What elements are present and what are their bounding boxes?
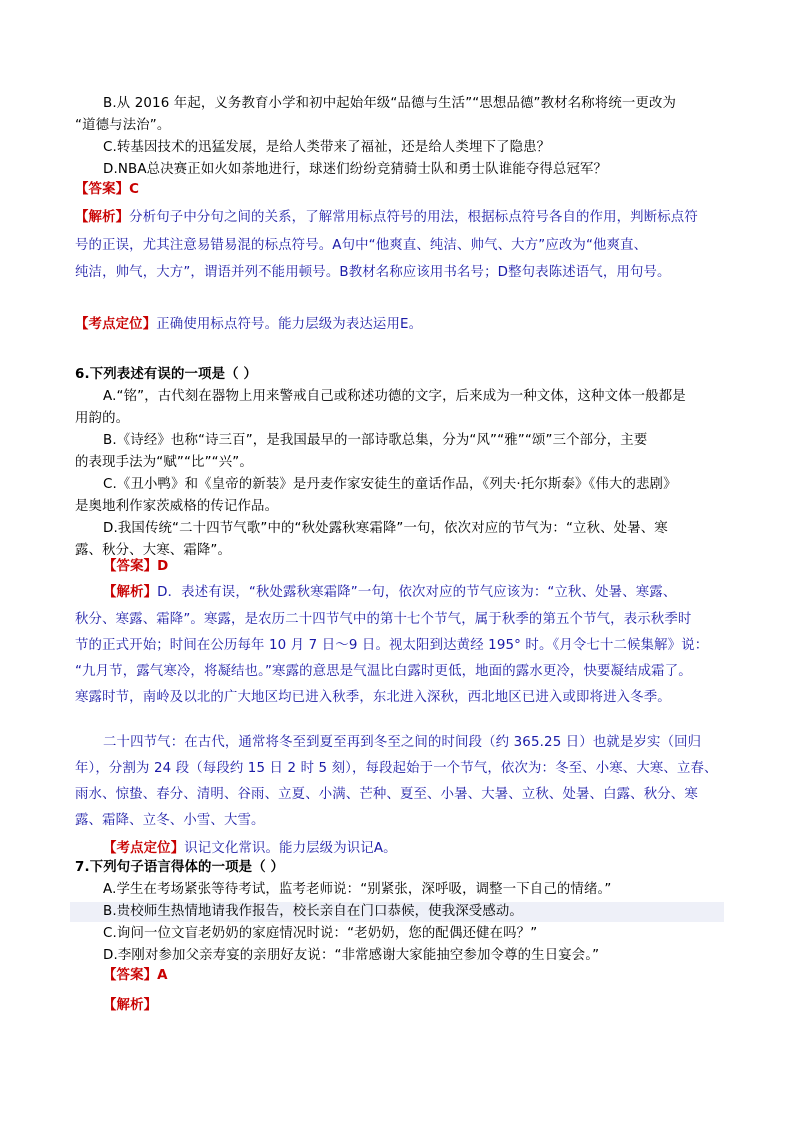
q6-extra-line: 雨水、惊蛰、春分、清明、谷雨、立夏、小满、芒种、夏至、小暑、大暑、立秋、处暑、白露、秋分、寒 (75, 787, 698, 802)
kaodian-label: 【考点定位】 (103, 841, 185, 856)
q5-option-b-cont: “道德与法治”。 (75, 118, 171, 133)
analysis-text: D．表述有误，“秋处露秋寒霜降”一句，依次对应的节气应该为：“立秋、处暑、寒露、 (157, 585, 677, 600)
q5-analysis (75, 208, 698, 228)
q6-option-d: D.我国传统“二十四节气歌”中的“秋处露秋寒霜降”一句，依次对应的节气为：“立秋、处暑、寒 (103, 521, 668, 536)
q6-analysis-line: 秋分、寒露、霜降”。寒露，是农历二十四节气中的第十七个节气，属于秋季的第五个节气，表示秋季时 (75, 612, 692, 627)
analysis-label: 【解析】 (103, 585, 158, 600)
q7-option-b: B.贵校师生热情地请我作报告，校长亲自在门口恭候，使我深受感动。 (103, 904, 523, 919)
q7-option-d: D.李刚对参加父亲寿宴的亲朋好友说：“非常感谢大家能抽空参加令尊的生日宴会。” (103, 948, 600, 963)
q6-kaodian (103, 839, 397, 859)
q6-extra-line: 露、霜降、立冬、小雪、大雪。 (75, 813, 265, 828)
answer-label: 【答案】 (103, 559, 158, 574)
answer-value: A (157, 968, 168, 983)
q6-extra-line: 二十四节气：在古代，通常将冬至到夏至再到冬至之间的时间段（约 365.25 日）也就是岁实（回归 (103, 735, 702, 750)
q6-analysis (103, 583, 676, 603)
q5-option-b: B.从 2016 年起，义务教育小学和初中起始年级“品德与生活”“思想品德”教材名称将统一更改为 (103, 96, 677, 111)
q6-extra-line: 年），分割为 24 段（每段约 15 日 2 时 5 刻），每段起始于一个节气，依次为：冬至、小寒、大寒、立春、 (75, 761, 718, 776)
q5-option-c: C.转基因技术的迅猛发展，是给人类带来了福祉，还是给人类埋下了隐患？ (103, 140, 551, 155)
q6-analysis-line: “九月节，露气寒冷，将凝结也。”寒露的意思是气温比白露时更低，地面的露水更冷，快要凝结成霜了。 (75, 664, 692, 679)
q7-title: 7.下列句子语言得体的一项是（ ） (75, 860, 285, 875)
answer-label: 【答案】 (75, 182, 130, 197)
q6-analysis-line: 节的正式开始；时间在公历每年 10 月 7 日～9 日。视太阳到达黄经 195° 时。《月令七十二候集解》说： (75, 638, 709, 653)
q5-answer (75, 180, 139, 200)
q5-kaodian (75, 315, 422, 335)
q6-analysis-line: 寒露时节，南岭及以北的广大地区均已进入秋季，东北进入深秋，西北地区已进入或即将进入冬季。 (75, 690, 671, 705)
analysis-text: 分析句子中分句之间的关系，了解常用标点符号的用法，根据标点符号各自的作用，判断标点符 (129, 210, 698, 225)
q6-option-b: B.《诗经》也称“诗三百”，是我国最早的一部诗歌总集，分为“风”“雅”“颂”三个部分，主要 (103, 433, 648, 448)
kaodian-label: 【考点定位】 (75, 317, 157, 332)
kaodian-text: 正确使用标点符号。能力层级为表达运用E。 (156, 317, 423, 332)
q7-option-c: C.询问一位文盲老奶奶的家庭情况时说：“老奶奶，您的配偶还健在吗？” (103, 926, 538, 941)
q6-option-c-cont: 是奥地利作家茨威格的传记作品。 (75, 499, 279, 514)
answer-value: D (157, 559, 169, 574)
q7-option-a: A.学生在考场紧张等待考试，监考老师说：“别紧张，深呼吸，调整一下自己的情绪。” (103, 882, 612, 897)
q5-analysis-line: 号的正误，尤其注意易错易混的标点符号。A句中“他爽直、纯洁、帅气、大方”应改为“他爽直、 (75, 238, 648, 253)
answer-value: C (129, 182, 140, 197)
analysis-label: 【解析】 (103, 998, 158, 1013)
q6-option-d-cont: 露、秋分、大寒、霜降”。 (75, 543, 232, 558)
q6-option-a-cont: 用韵的。 (75, 411, 130, 426)
answer-label: 【答案】 (103, 968, 158, 983)
q6-option-b-cont: 的表现手法为“赋”“比”“兴”。 (75, 455, 253, 470)
analysis-label: 【解析】 (75, 210, 130, 225)
q6-title: 6.下列表述有误的一项是（ ） (75, 367, 258, 382)
q7-answer (103, 966, 168, 986)
q6-answer (103, 557, 168, 577)
q5-analysis-line: 纯洁，帅气，大方”，谓语并列不能用顿号。B教材名称应该用书名号；D整句表陈述语气，用句号。 (75, 265, 671, 280)
q6-option-a: A.“铭”，古代刻在器物上用来警戒自己或称述功德的文字，后来成为一种文体，这种文体一般都是 (103, 389, 686, 404)
kaodian-text: 识记文化常识。能力层级为识记A。 (184, 841, 397, 856)
q7-analysis (103, 996, 157, 1016)
q6-option-c: C.《丑小鸭》和《皇帝的新装》是丹麦作家安徒生的童话作品，《列夫·托尔斯泰》《伟大的悲剧》 (103, 477, 677, 492)
q5-option-d: D.NBA总决赛正如火如荼地进行，球迷们纷纷竞猜骑士队和勇士队谁能夺得总冠军？ (103, 162, 608, 177)
